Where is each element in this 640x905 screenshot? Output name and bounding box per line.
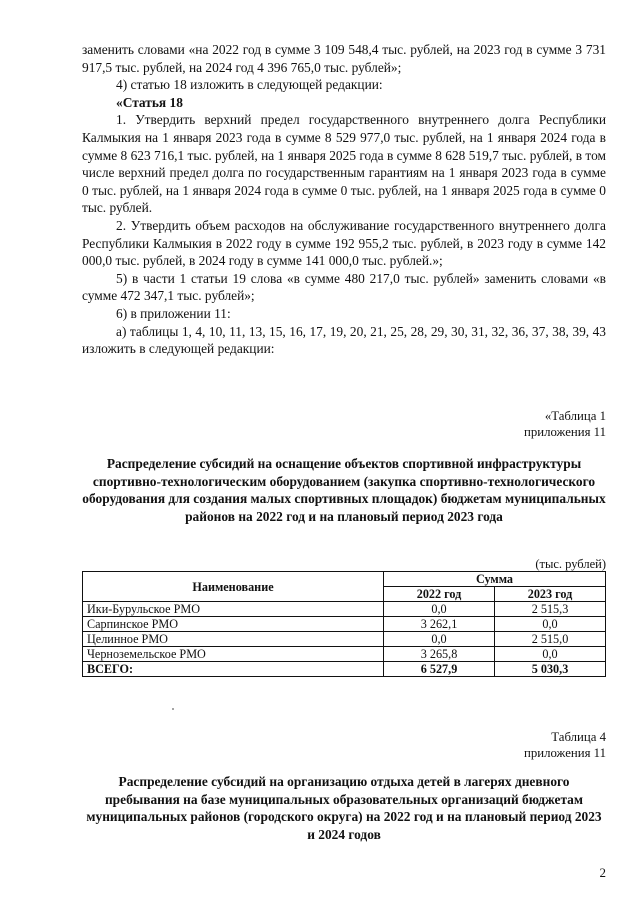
table4-caption-line2: приложения 11 [523,746,606,760]
table1-caption-line1: «Таблица 1 [544,409,606,423]
row-value-2022: 3 262,1 [384,617,495,632]
row-value-2023: 0,0 [495,617,606,632]
row-name: Черноземельское РМО [83,647,384,662]
paragraph: «Статья 18 [116,94,183,110]
row-value-2023: 0,0 [495,647,606,662]
table-row [83,647,606,662]
row-value-2023: 2 515,0 [495,632,606,647]
paragraph: заменить словами «на 2022 год в сумме 3 109 548,4 тыс. рублей, на 2023 год в сумме 3 731 917,5 тыс. рублей, на 2024 год 4 396 765,0 тыс. рублей»; [82,42,606,75]
row-name: Целинное РМО [83,632,384,647]
page-number: 2 [599,865,606,880]
table1 [82,571,606,677]
row-name: Сарпинское РМО [83,617,384,632]
table-row [83,602,606,617]
header-name: Наименование [83,572,384,602]
row-value-2022: 0,0 [384,602,495,617]
row-value-2022: 3 265,8 [384,647,495,662]
paragraph: а) таблицы 1, 4, 10, 11, 13, 15, 16, 17, 19, 20, 21, 25, 28, 29, 30, 31, 32, 36, 37, 38, 39, 43 изложить в следующей редакции: [82,323,606,357]
row-value-2022: 0,0 [384,632,495,647]
table1-caption-line2: приложения 11 [523,425,606,439]
row-name: Ики-Бурульское РМО [83,602,384,617]
paragraph: 2. Утвердить объем расходов на обслуживание государственного внутреннего долга Республики Калмыкия в 2022 году в сумме 192 955,2 тыс. рублей, в 2023 году в сумме 142 000,0 тыс. рублей, в 2024 году в сумме 141 000,0 тыс. рублей.»; [82,217,606,269]
scan-speck [172,708,174,710]
table1-unit: (тыс. рублей) [535,557,606,571]
table-total-row [83,662,606,677]
table4-caption [524,729,606,761]
table4-title: Распределение субсидий на организацию отдыха детей в лагерях дневного пребывания на базе муниципальных образовательных организаций бюджетам муниципальных районов (городского округа) на 2022 год и на плановый период 2023 и 2024 годов [86,774,602,842]
table-row [83,617,606,632]
table1-caption [524,408,606,440]
header-sum: Сумма [384,572,606,587]
total-label: ВСЕГО: [83,662,384,677]
total-value-2023: 5 030,3 [495,662,606,677]
table-row [83,632,606,647]
total-value-2022: 6 527,9 [384,662,495,677]
row-value-2023: 2 515,3 [495,602,606,617]
table1-title: Распределение субсидий на оснащение объектов спортивной инфраструктуры спортивно-технологическим оборудованием (закупка спортивно-технологического оборудования для создания малых спортивных площадок) бюджетам муниципальных районов на 2022 год и на плановый период 2023 года [82,456,606,524]
paragraph: 5) в части 1 статьи 19 слова «в сумме 480 217,0 тыс. рублей» заменить словами «в сумме 472 347,1 тыс. рублей»; [82,270,606,304]
table4-caption-line1: Таблица 4 [551,730,606,744]
header-year-2023: 2023 год [495,587,606,602]
body-text [82,41,606,358]
paragraph: 6) в приложении 11: [116,305,231,321]
paragraph: 1. Утвердить верхний предел государственного внутреннего долга Республики Калмыкия на 1 января 2023 года в сумме 8 529 977,0 тыс. рублей, на 1 января 2024 года в сумме 8 623 716,1 тыс. рублей, на 1 января 2025 года в сумме 8 628 519,7 тыс. рублей, в том числе верхний предел долга по государственным гарантиям на 1 января 2023 года в сумме 0 тыс. рублей, на 1 января 2024 года в сумме 0 тыс. рублей, на 1 января 2025 года в сумме 0 тыс. рублей. [82,112,606,216]
paragraph: 4) статью 18 изложить в следующей редакции: [116,77,383,93]
header-year-2022: 2022 год [384,587,495,602]
